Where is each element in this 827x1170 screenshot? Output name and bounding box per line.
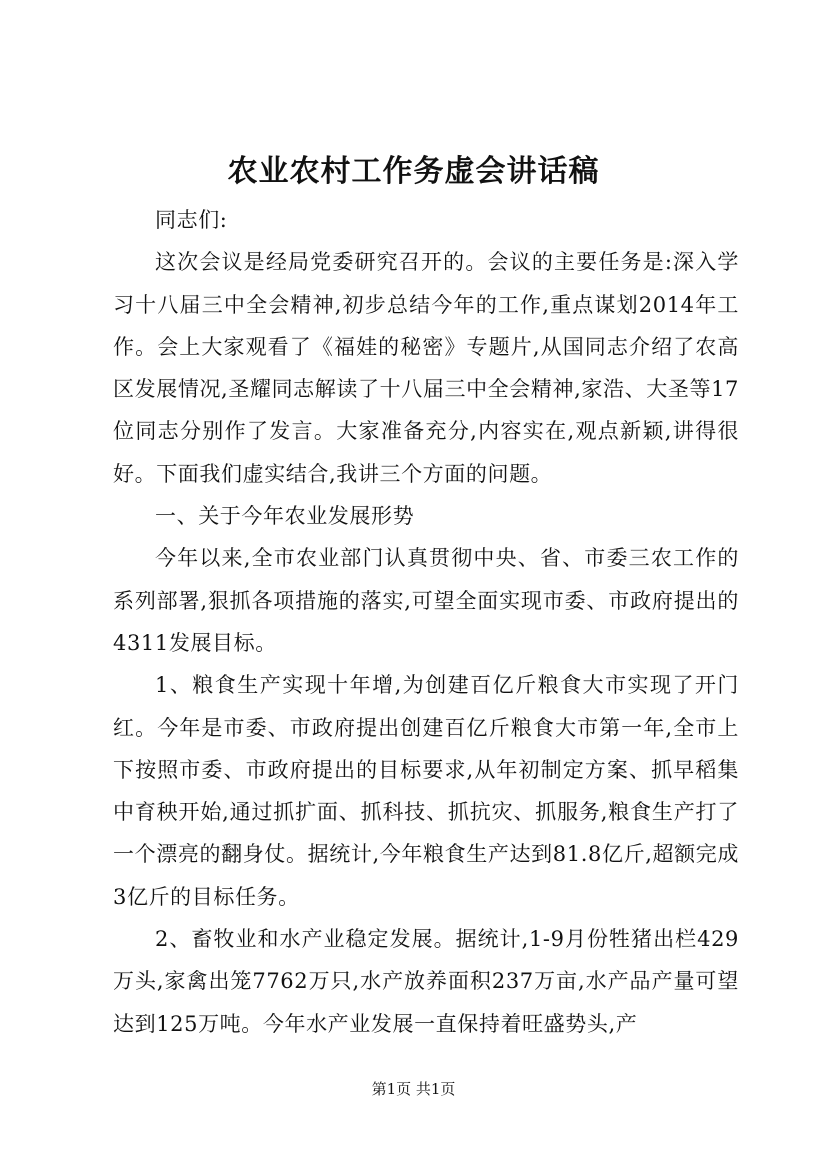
salutation-paragraph: 同志们: bbox=[155, 208, 228, 232]
body-paragraph: 这次会议是经局党委研究召开的。会议的主要任务是:深入学习十八届三中全会精神,初步总结今年的工作,重点谋划2014年工作。会上大家观看了《福娃的秘密》专题片,从国同志介绍了农高区发展情况,圣耀同志解读了十八届三中全会精神,家浩、大圣等17位同志分别作了发言。大家准备充分,内容实在,观点新颖,讲得很好。下面我们虚实结合,我讲三个方面的问题。 bbox=[113, 250, 739, 486]
body-paragraph: 今年以来,全市农业部门认真贯彻中央、省、市委三农工作的系列部署,狠抓各项措施的落实,可望全面实现市委、市政府提出的4311发展目标。 bbox=[113, 546, 739, 655]
page-footer: 第1页 共1页 bbox=[371, 1080, 456, 1098]
document-title: 农业农村工作务虚会讲话稿 bbox=[227, 154, 600, 189]
section-heading: 一、关于今年农业发展形势 bbox=[155, 504, 415, 529]
body-paragraph: 1、粮食生产实现十年增,为创建百亿斤粮食大市实现了开门红。今年是市委、市政府提出创建百亿斤粮食大市第一年,全市上下按照市委、市政府提出的目标要求,从年初制定方案、抓早稻集中育秧开始,通过抓扩面、抓科技、抓抗灾、抓服务,粮食生产打了一个漂亮的翻身仗。据统计,今年粮食生产达到81.8亿斤,超额完成3亿斤的目标任务。 bbox=[113, 673, 739, 909]
document-body bbox=[113, 199, 739, 1045]
body-paragraph: 2、畜牧业和水产业稳定发展。据统计,1-9月份牲猪出栏429万头,家禽出笼7762万只,水产放养面积237万亩,水产品产量可望达到125万吨。今年水产业发展一直保持着旺盛势头,产 bbox=[113, 927, 739, 1036]
